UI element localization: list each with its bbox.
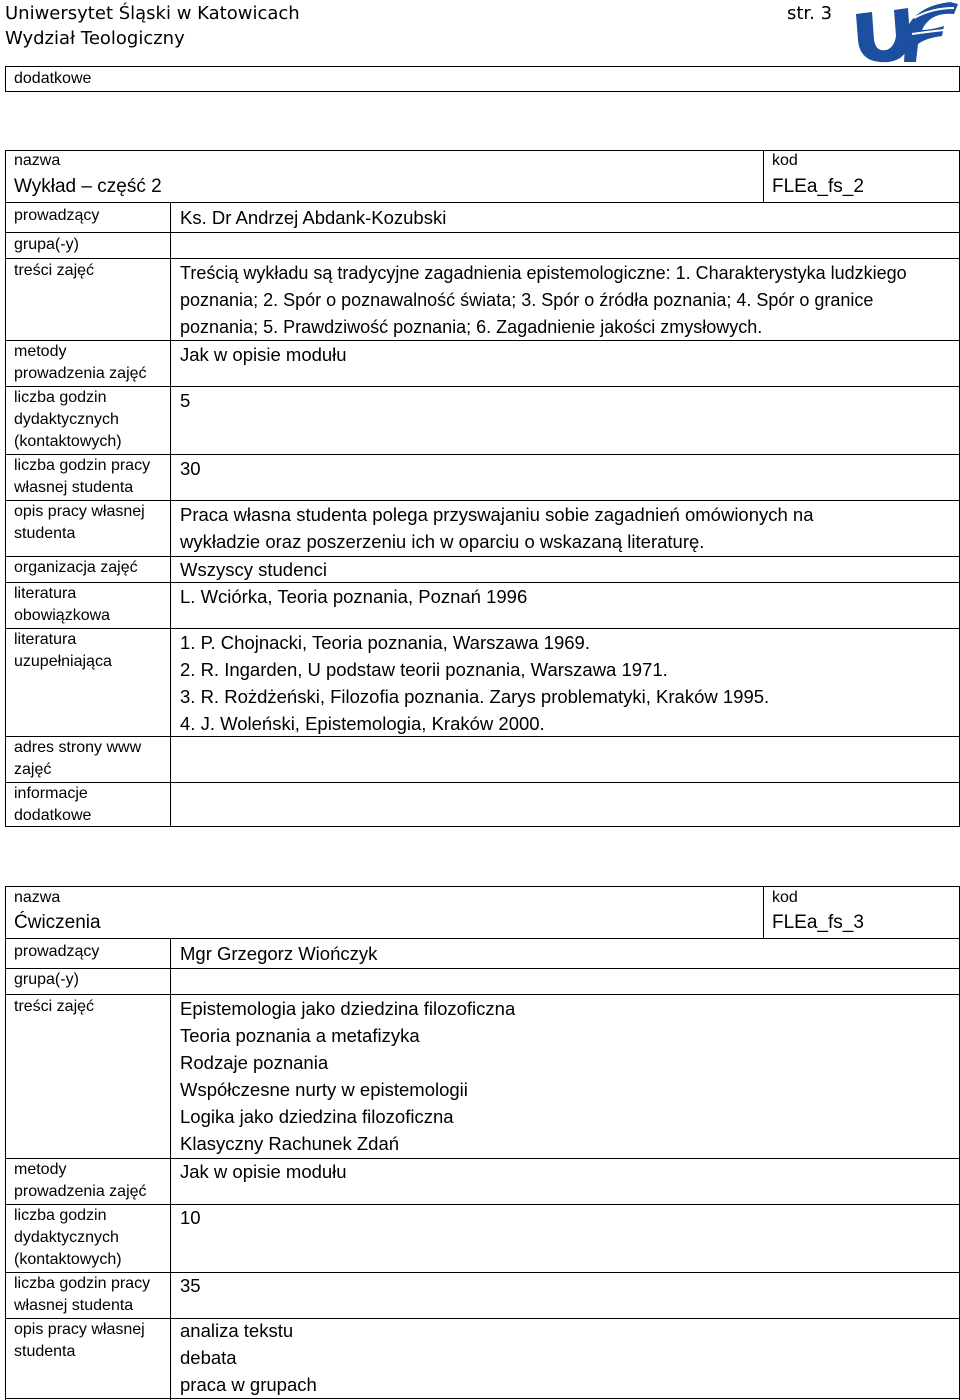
row-label: grupa(-y) (14, 236, 79, 253)
row-label: literatura uzupełniająca (14, 631, 112, 670)
row-divider (5, 258, 960, 259)
row-value: 30 (180, 458, 201, 479)
kod-label: kod (772, 889, 798, 906)
row-divider (5, 1318, 960, 1319)
row-divider (5, 782, 960, 783)
row-label: liczba godzin dydaktycznych (kontaktowych) (14, 389, 122, 450)
row-divider (5, 968, 960, 969)
university-name: Uniwersytet Śląski w Katowicach (5, 3, 300, 24)
page-number: str. 3 (787, 3, 833, 24)
row-label: treści zajęć (14, 262, 95, 279)
row-label: liczba godzin dydaktycznych (kontaktowych) (14, 1207, 122, 1268)
row-value: Wszyscy studenci (180, 559, 328, 580)
label-column-divider (170, 938, 171, 1400)
faculty-name: Wydział Teologiczny (5, 28, 185, 49)
row-value: Epistemologia jako dziedzina filozoficzna Teoria poznania a metafizyka Rodzaje poznania Współczesne nurty w epistemologii Logika jako dziedzina filozoficzna Klasyczny Rachunek Zdań (180, 998, 516, 1154)
row-label: adres strony www zajęć (14, 739, 142, 778)
row-label: organizacja zajęć (14, 559, 138, 576)
row-label: metody prowadzenia zajęć (14, 343, 147, 382)
row-value: Jak w opisie modułu (180, 1161, 347, 1182)
row-divider (5, 1158, 960, 1159)
row-value: 35 (180, 1275, 201, 1296)
kod-label: kod (772, 152, 798, 169)
kod-divider (763, 150, 764, 202)
row-label: liczba godzin pracy własnej studenta (14, 457, 151, 496)
row-label: informacje dodatkowe (14, 785, 92, 824)
row-value: L. Wciórka, Teoria poznania, Poznań 1996 (180, 586, 528, 607)
module-title: Wykład – część 2 (14, 176, 162, 197)
row-divider (5, 1398, 960, 1399)
row-divider (5, 202, 960, 203)
row-label: prowadzący (14, 207, 100, 224)
row-value: Ks. Dr Andrzej Abdank-Kozubski (180, 207, 447, 228)
row-label: treści zajęć (14, 998, 95, 1015)
row-value: analiza tekstu debata praca w grupach (180, 1320, 317, 1395)
row-label: opis pracy własnej studenta (14, 1321, 145, 1360)
nazwa-label: nazwa (14, 889, 61, 906)
row-label: opis pracy własnej studenta (14, 503, 145, 542)
row-value: Treścią wykładu są tradycyjne zagadnienia epistemologiczne: 1. Charakterystyka ludzkiego poznania; 2. Spór o poznawalność świata; 3. Spór o źródła poznania; 4. Spór o granice poznania; 5. Prawdziwość poznania; 6. Zagadnienie jakości zmysłowych. (180, 263, 907, 337)
row-value: 5 (180, 390, 191, 411)
row-label: liczba godzin pracy własnej studenta (14, 1275, 151, 1314)
row-divider (5, 386, 960, 387)
continued-label: dodatkowe (14, 70, 92, 87)
row-divider (5, 1204, 960, 1205)
row-label: metody prowadzenia zajęć (14, 1161, 147, 1200)
module-code: FLEa_fs_3 (772, 912, 864, 933)
row-divider (5, 556, 960, 557)
row-divider (5, 232, 960, 233)
row-value: Praca własna studenta polega przyswajaniu sobie zagadnień omówionych na wykładzie oraz poszerzeniu ich w oparciu o wskazaną literaturę. (180, 504, 814, 552)
row-divider (5, 938, 960, 939)
module-title: Ćwiczenia (14, 912, 101, 933)
row-label: literatura obowiązkowa (14, 585, 111, 624)
continued-box (5, 66, 960, 92)
label-column-divider (170, 202, 171, 827)
university-logo-icon (846, 0, 960, 66)
nazwa-label: nazwa (14, 152, 61, 169)
row-value: Jak w opisie modułu (180, 344, 347, 365)
row-value: 10 (180, 1207, 201, 1228)
module-code: FLEa_fs_2 (772, 176, 864, 197)
row-label: grupa(-y) (14, 971, 79, 988)
row-value: 1. P. Chojnacki, Teoria poznania, Warszawa 1969. 2. R. Ingarden, U podstaw teorii poznania, Warszawa 1971. 3. R. Rożdżeński, Filozofia poznania. Zarys problematyki, Kraków 1995. 4. J. Woleński, Epistemologia, Kraków 2000. (180, 632, 770, 734)
row-label: prowadzący (14, 943, 100, 960)
kod-divider (763, 886, 764, 938)
row-value: Mgr Grzegorz Wiończyk (180, 943, 378, 964)
